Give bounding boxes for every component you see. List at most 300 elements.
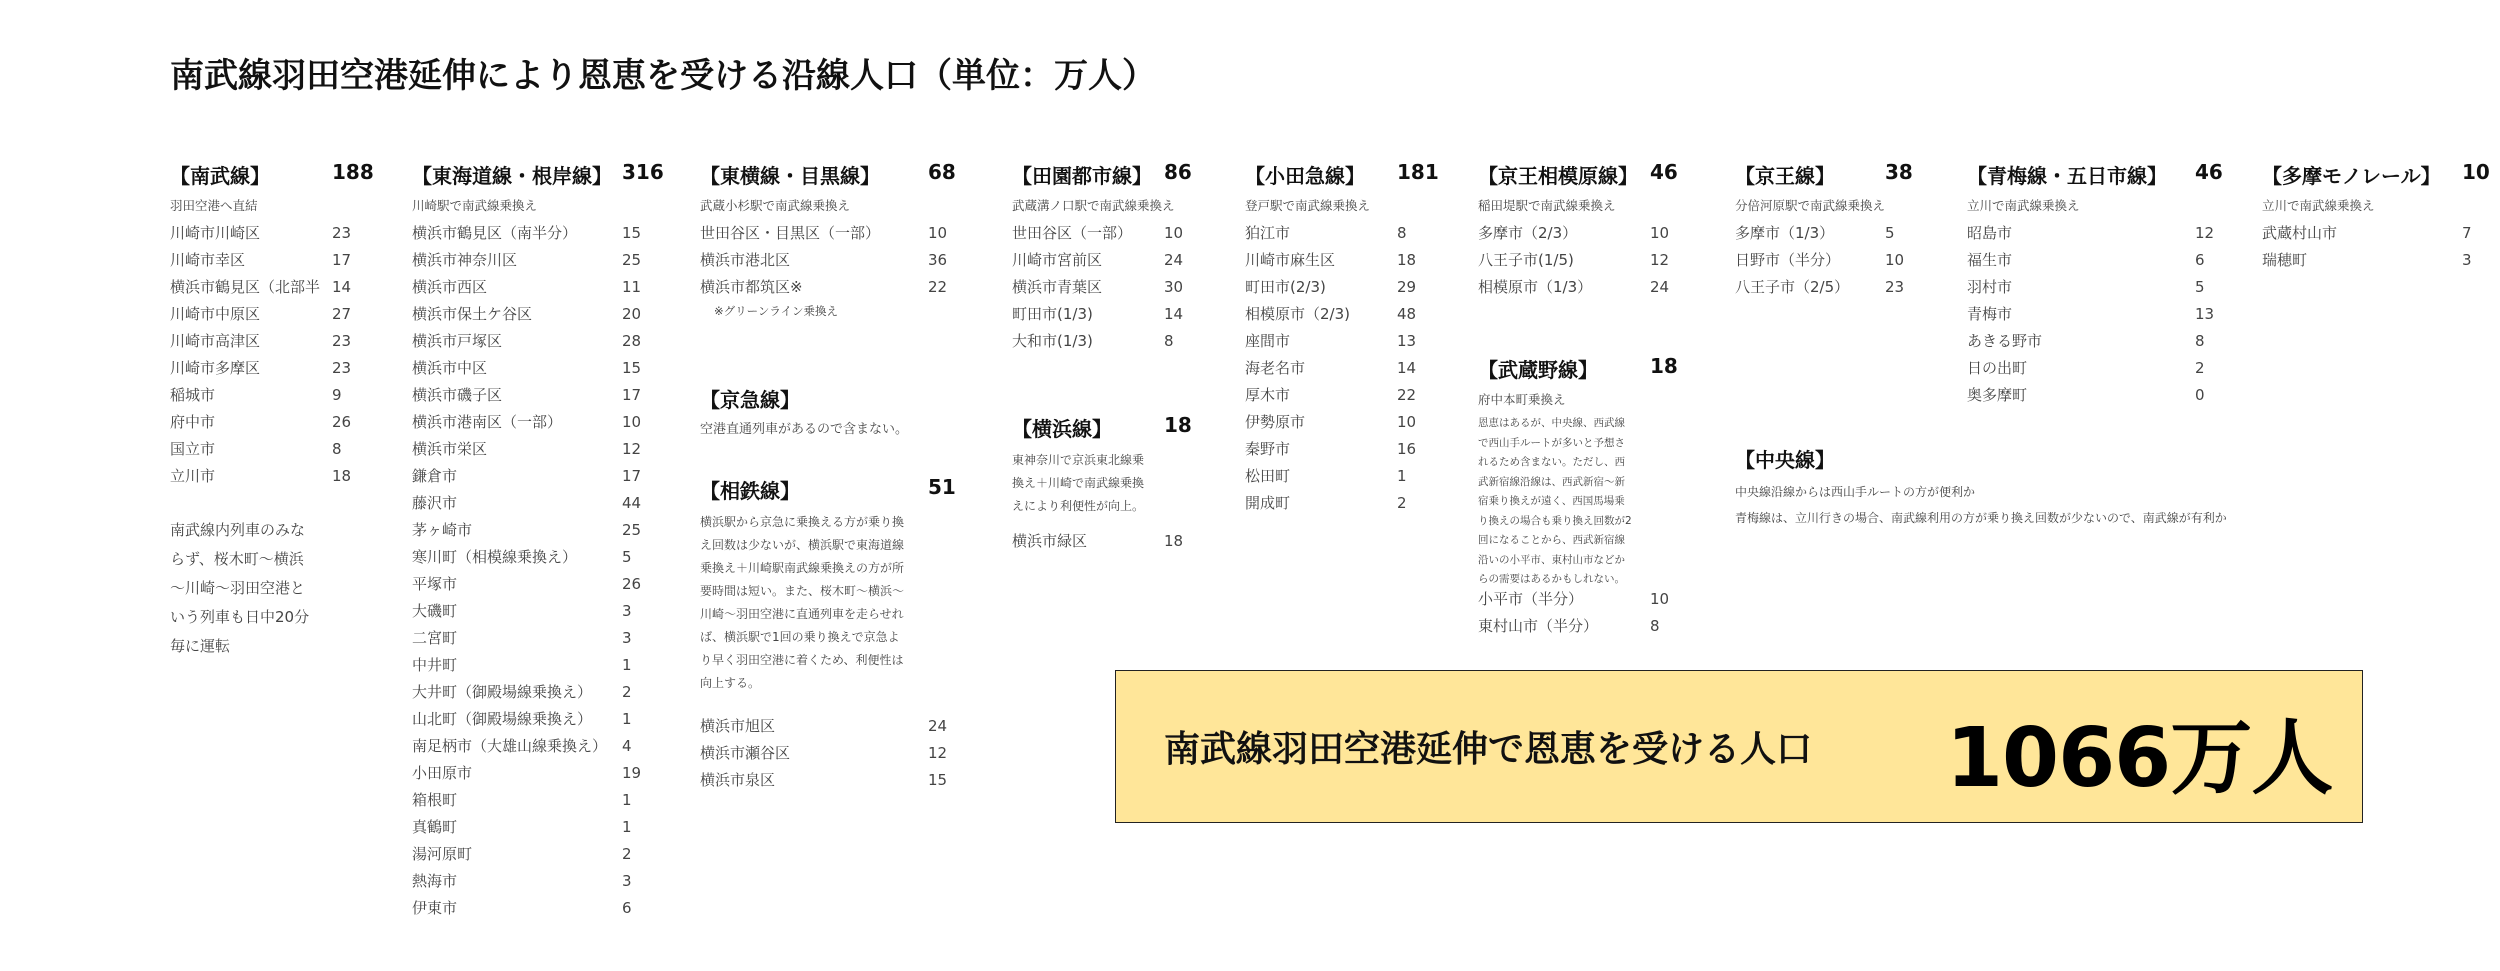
row-population-value: 17 [332, 251, 352, 269]
section-name: 【南武線】 [170, 164, 270, 188]
row-area-name: 大磯町 [412, 602, 458, 620]
row-population-value: 17 [622, 467, 642, 485]
section-subtitle: 府中本町乗換え [1478, 392, 1566, 407]
table-row [412, 463, 662, 490]
table-row [412, 382, 662, 409]
table-row [412, 895, 662, 922]
note-line: 毎に運転 [170, 637, 231, 655]
row-list [1012, 528, 1222, 555]
row-population-value: 23 [332, 332, 352, 350]
note-line: 川崎～羽田空港に直通列車を走らせれ [700, 607, 904, 621]
section-ome [1967, 160, 2223, 409]
row-population-value: 7 [2462, 224, 2472, 242]
table-row [1245, 382, 1445, 409]
row-area-name: 世田谷区（一部） [1012, 224, 1133, 242]
row-area-name: 横浜市旭区 [700, 717, 776, 735]
section-name: 【京急線】 [700, 388, 800, 412]
section-name: 【横浜線】 [1012, 417, 1112, 441]
section-subtitle: 川崎駅で南武線乗換え [412, 198, 538, 213]
table-row [412, 274, 662, 301]
note-line: らの需要はあるかもしれない。 [1478, 573, 1625, 585]
row-population-value: 10 [1650, 590, 1670, 608]
row-population-value: 44 [622, 494, 642, 512]
section-note: 中央線沿線からは西山手ルートの方が便利か [1735, 485, 1976, 499]
row-area-name: 真鶴町 [412, 818, 458, 836]
row-area-name: 町田市(2/3) [1245, 278, 1326, 296]
section-total: 51 [928, 475, 956, 499]
row-population-value: 14 [1397, 359, 1417, 377]
section-toyoko [700, 160, 960, 321]
row-area-name: 海老名市 [1245, 359, 1306, 377]
row-area-name: 山北町（御殿場線乗換え） [412, 710, 593, 728]
section-note [1478, 414, 1688, 586]
section-total: 38 [1885, 160, 1913, 184]
table-row [170, 220, 380, 247]
note-line: 横浜駅から京急に乗換える方が乗り換 [700, 515, 905, 529]
note-line: 宿乗り換えが遠く、西国馬場乗 [1478, 495, 1625, 507]
row-population-value: 18 [1164, 532, 1184, 550]
row-population-value: 19 [622, 764, 642, 782]
row-area-name: 横浜市緑区 [1012, 532, 1088, 550]
row-area-name: 府中市 [170, 413, 216, 431]
table-row [1245, 220, 1445, 247]
table-row [2262, 220, 2498, 247]
row-area-name: 福生市 [1967, 251, 2013, 269]
note-line: 向上する。 [700, 676, 761, 690]
row-population-value: 6 [2195, 251, 2205, 269]
table-row [1967, 220, 2217, 247]
table-row [1967, 328, 2217, 355]
section-keio [1735, 160, 1935, 301]
note-line: ～川崎～羽田空港と [170, 579, 306, 597]
row-population-value: 12 [928, 744, 948, 762]
row-area-name: 厚木市 [1245, 386, 1291, 404]
row-list [1245, 220, 1445, 517]
row-area-name: 横浜市中区 [412, 359, 488, 377]
row-area-name: 相模原市（1/3） [1478, 278, 1593, 296]
table-row [170, 436, 380, 463]
row-population-value: 23 [332, 359, 352, 377]
table-row [700, 220, 960, 247]
row-population-value: 1 [1397, 467, 1407, 485]
section-total: 188 [332, 160, 374, 184]
table-row [412, 517, 662, 544]
note-line: で西山手ルートが多いと予想さ [1478, 436, 1625, 449]
table-row [412, 679, 662, 706]
row-population-value: 12 [1650, 251, 1670, 269]
section-footnote: ※グリーンライン乗換え [714, 304, 839, 318]
table-row [700, 713, 960, 740]
row-population-value: 15 [928, 771, 948, 789]
section-name: 【京王相模原線】 [1478, 164, 1638, 188]
row-population-value: 8 [332, 440, 342, 458]
row-area-name: 開成町 [1245, 494, 1291, 512]
row-area-name: 多摩市（2/3） [1478, 224, 1578, 242]
row-population-value: 16 [1397, 440, 1417, 458]
row-area-name: 多摩市（1/3） [1735, 224, 1835, 242]
table-row [412, 706, 662, 733]
row-area-name: 熱海市 [412, 872, 458, 890]
table-row [1012, 220, 1222, 247]
row-area-name: 川崎市川崎区 [170, 224, 261, 242]
row-population-value: 8 [1650, 617, 1660, 635]
row-area-name: 国立市 [170, 440, 216, 458]
row-population-value: 3 [622, 872, 632, 890]
row-population-value: 9 [332, 386, 342, 404]
table-row [1012, 274, 1222, 301]
table-row [1478, 586, 1688, 613]
section-name: 【田園都市線】 [1012, 164, 1152, 188]
table-row [412, 625, 662, 652]
row-area-name: 藤沢市 [412, 494, 458, 512]
section-note [170, 516, 380, 661]
table-row [1967, 301, 2217, 328]
row-area-name: 小田原市 [412, 764, 473, 782]
row-area-name: 鎌倉市 [412, 467, 458, 485]
row-population-value: 5 [1885, 224, 1895, 242]
section-subtitle: 立川で南武線乗換え [2262, 198, 2375, 213]
table-row [1478, 613, 1688, 640]
table-row [412, 328, 662, 355]
row-population-value: 17 [622, 386, 642, 404]
section-name: 【東横線・目黒線】 [700, 164, 880, 188]
row-population-value: 22 [928, 278, 948, 296]
section-total: 18 [1650, 354, 1678, 378]
section-total: 18 [1164, 413, 1192, 437]
note-line: え回数は少ないが、横浜駅で東海道線 [700, 538, 905, 552]
table-row [412, 436, 662, 463]
table-row [1012, 528, 1222, 555]
section-musashino [1478, 354, 1688, 640]
section-chuo [1735, 444, 2435, 532]
row-area-name: 町田市(1/3) [1012, 305, 1093, 323]
row-area-name: 羽村市 [1967, 278, 2013, 296]
section-name: 【多摩モノレール】 [2262, 164, 2441, 188]
section-name: 【東海道線・根岸線】 [412, 164, 612, 188]
row-area-name: 日の出町 [1967, 359, 2028, 377]
section-name: 【青梅線・五日市線】 [1967, 164, 2167, 188]
section-keiosagamihara [1478, 160, 1688, 301]
row-area-name: 横浜市鶴見区（北部半 [170, 278, 321, 296]
table-row [412, 598, 662, 625]
row-area-name: 川崎市麻生区 [1245, 251, 1336, 269]
row-population-value: 26 [622, 575, 642, 593]
section-sotetsu [700, 475, 960, 794]
row-area-name: 八王子市(1/5) [1478, 251, 1574, 269]
table-row [170, 328, 380, 355]
section-tokaido [412, 160, 662, 922]
row-area-name: 松田町 [1245, 467, 1291, 485]
row-area-name: 大和市(1/3) [1012, 332, 1093, 350]
table-row [412, 841, 662, 868]
row-area-name: 奥多摩町 [1967, 386, 2028, 404]
section-odakyu [1245, 160, 1445, 517]
row-area-name: 横浜市磯子区 [412, 386, 503, 404]
row-area-name: 座間市 [1245, 332, 1291, 350]
table-row [412, 247, 662, 274]
table-row [700, 767, 960, 794]
table-row [700, 740, 960, 767]
table-row [412, 355, 662, 382]
row-population-value: 8 [1397, 224, 1407, 242]
row-population-value: 1 [622, 791, 632, 809]
row-population-value: 6 [622, 899, 632, 917]
row-area-name: 相模原市（2/3) [1245, 305, 1350, 323]
note-line: 南武線内列車のみな [170, 521, 306, 539]
note-line: 沿いの小平市、東村山市などか [1478, 553, 1625, 566]
section-total: 46 [1650, 160, 1678, 184]
row-population-value: 1 [622, 656, 632, 674]
row-area-name: 秦野市 [1245, 440, 1291, 458]
note-line: ば、横浜駅で1回の乗り換えで京急よ [700, 630, 900, 644]
row-population-value: 23 [1885, 278, 1905, 296]
row-population-value: 12 [2195, 224, 2215, 242]
section-keikyu [700, 384, 960, 444]
row-area-name: 南足柄市（大雄山線乗換え） [412, 737, 608, 755]
row-area-name: 世田谷区・目黒区（一部） [700, 224, 881, 242]
row-population-value: 3 [2462, 251, 2472, 269]
row-area-name: 狛江市 [1245, 224, 1291, 242]
note-line: いう列車も日中20分 [170, 608, 310, 626]
section-subtitle: 立川で南武線乗換え [1967, 198, 2080, 213]
note-line: えにより利便性が向上。 [1012, 499, 1145, 513]
row-population-value: 48 [1397, 305, 1417, 323]
section-subtitle: 武蔵溝ノ口駅で南武線乗換え [1012, 198, 1175, 213]
table-row [1012, 328, 1222, 355]
table-row [1735, 247, 1935, 274]
note-line: 武新宿線沿線は、西武新宿～新 [1478, 475, 1625, 488]
table-row [1478, 274, 1688, 301]
row-area-name: 川崎市中原区 [170, 305, 261, 323]
table-row [1967, 355, 2217, 382]
row-area-name: 横浜市保土ケ谷区 [412, 305, 533, 323]
table-row [412, 571, 662, 598]
section-name: 【武蔵野線】 [1478, 358, 1598, 382]
note-line: 要時間は短い。また、桜木町～横浜～ [700, 584, 905, 598]
table-row [1012, 301, 1222, 328]
table-row [1245, 328, 1445, 355]
table-row [170, 463, 380, 490]
table-row [1245, 409, 1445, 436]
table-row [412, 490, 662, 517]
table-row [1967, 382, 2217, 409]
row-population-value: 24 [1164, 251, 1184, 269]
table-row [412, 814, 662, 841]
row-population-value: 15 [622, 224, 642, 242]
row-population-value: 28 [622, 332, 642, 350]
row-area-name: 横浜市鶴見区（南半分） [412, 224, 578, 242]
row-area-name: 横浜市泉区 [700, 771, 776, 789]
row-population-value: 1 [622, 818, 632, 836]
table-row [412, 301, 662, 328]
row-population-value: 18 [332, 467, 352, 485]
note-line: 乗換え＋川崎駅南武線乗換えの方が所 [700, 561, 905, 575]
section-total: 10 [2462, 160, 2490, 184]
table-row [412, 760, 662, 787]
table-row [700, 247, 960, 274]
row-list [412, 220, 662, 922]
row-population-value: 15 [622, 359, 642, 377]
section-name: 【中央線】 [1735, 448, 1835, 472]
section-nanbu [170, 160, 380, 661]
section-subtitle: 登戸駅で南武線乗換え [1245, 198, 1371, 213]
row-list [1478, 220, 1688, 301]
section-subtitle: 分倍河原駅で南武線乗換え [1735, 198, 1886, 213]
row-list [700, 220, 960, 301]
section-total: 46 [2195, 160, 2223, 184]
summary-label: 南武線羽田空港延伸で恩恵を受ける人口 [1164, 729, 1813, 770]
section-name: 【京王線】 [1735, 164, 1835, 188]
row-population-value: 2 [1397, 494, 1407, 512]
row-area-name: 昭島市 [1967, 224, 2013, 242]
row-area-name: 川崎市幸区 [170, 251, 246, 269]
row-area-name: 八王子市（2/5） [1735, 278, 1850, 296]
row-population-value: 5 [2195, 278, 2205, 296]
row-list [1012, 220, 1222, 355]
section-subtitle: 武蔵小杉駅で南武線乗換え [700, 198, 851, 213]
row-population-value: 3 [622, 602, 632, 620]
row-population-value: 36 [928, 251, 948, 269]
row-population-value: 3 [622, 629, 632, 647]
row-population-value: 12 [622, 440, 642, 458]
table-row [1478, 220, 1688, 247]
note-line: 回になることから、西武新宿線 [1478, 534, 1625, 546]
row-population-value: 13 [2195, 305, 2215, 323]
table-row [170, 409, 380, 436]
table-row [170, 382, 380, 409]
row-area-name: 横浜市瀬谷区 [700, 744, 791, 762]
table-row [1478, 247, 1688, 274]
note-line: 換え＋川崎で南武線乗換 [1012, 476, 1145, 490]
row-population-value: 13 [1397, 332, 1417, 350]
note-line: らず、桜木町～横浜 [170, 550, 304, 568]
row-population-value: 11 [622, 278, 642, 296]
row-list [1735, 220, 1935, 301]
table-row [1245, 274, 1445, 301]
row-area-name: 横浜市青葉区 [1012, 278, 1103, 296]
note-line: 東神奈川で京浜東北線乗 [1012, 453, 1145, 467]
row-area-name: 青梅市 [1967, 305, 2013, 323]
table-row [412, 787, 662, 814]
row-list [700, 713, 960, 794]
row-area-name: 箱根町 [412, 791, 458, 809]
row-population-value: 25 [622, 251, 642, 269]
row-population-value: 8 [1164, 332, 1174, 350]
row-population-value: 2 [622, 845, 632, 863]
table-row [1245, 490, 1445, 517]
table-row [412, 733, 662, 760]
section-subtitle: 空港直通列車があるので含まない。 [700, 422, 909, 437]
table-row [700, 274, 960, 301]
row-area-name: 横浜市港北区 [700, 251, 791, 269]
table-row [412, 868, 662, 895]
note-line: り換えの場合も乗り換え回数が2 [1478, 514, 1632, 527]
row-area-name: 東村山市（半分） [1478, 617, 1599, 635]
row-area-name: 平塚市 [412, 575, 458, 593]
row-population-value: 14 [1164, 305, 1184, 323]
row-population-value: 8 [2195, 332, 2205, 350]
row-area-name: あきる野市 [1967, 332, 2043, 350]
table-row [1245, 301, 1445, 328]
table-row [412, 220, 662, 247]
row-population-value: 30 [1164, 278, 1184, 296]
row-area-name: 中井町 [412, 656, 458, 674]
row-area-name: 稲城市 [170, 386, 216, 404]
table-row [1012, 247, 1222, 274]
row-area-name: 伊東市 [412, 899, 458, 917]
note-line: 恩恵はあるが、中央線、西武線 [1478, 417, 1625, 429]
table-row [2262, 247, 2498, 274]
table-row [1735, 220, 1935, 247]
row-list [170, 220, 380, 490]
row-area-name: 横浜市栄区 [412, 440, 488, 458]
row-population-value: 4 [622, 737, 632, 755]
row-area-name: 川崎市高津区 [170, 332, 261, 350]
row-area-name: 横浜市西区 [412, 278, 488, 296]
table-row [170, 301, 380, 328]
row-population-value: 25 [622, 521, 642, 539]
table-row [1245, 355, 1445, 382]
table-row [412, 544, 662, 571]
table-row [412, 409, 662, 436]
row-area-name: 湯河原町 [412, 845, 473, 863]
summary-box [1115, 670, 2363, 823]
row-population-value: 26 [332, 413, 352, 431]
row-area-name: 武蔵村山市 [2262, 224, 2338, 242]
row-area-name: 伊勢原市 [1245, 413, 1306, 431]
row-area-name: 横浜市神奈川区 [412, 251, 518, 269]
section-total: 86 [1164, 160, 1192, 184]
note-line: れるため含まない。ただし、西 [1478, 456, 1625, 468]
row-area-name: 日野市（半分） [1735, 251, 1841, 269]
row-population-value: 10 [622, 413, 642, 431]
row-population-value: 24 [1650, 278, 1670, 296]
section-total: 181 [1397, 160, 1439, 184]
row-area-name: 大井町（御殿場線乗換え） [412, 683, 593, 701]
row-area-name: 茅ヶ崎市 [412, 521, 473, 539]
row-area-name: 瑞穂町 [2262, 251, 2308, 269]
table-row [170, 247, 380, 274]
row-area-name: 立川市 [170, 467, 216, 485]
section-denentoshi [1012, 160, 1222, 355]
row-list [1967, 220, 2217, 409]
row-population-value: 18 [1397, 251, 1417, 269]
row-population-value: 10 [928, 224, 948, 242]
section-tamamonorail [2262, 160, 2498, 274]
row-population-value: 5 [622, 548, 632, 566]
section-total: 316 [622, 160, 664, 184]
row-population-value: 24 [928, 717, 948, 735]
section-note [700, 511, 960, 695]
section-name: 【小田急線】 [1245, 164, 1365, 188]
section-name: 【相鉄線】 [700, 479, 800, 503]
row-population-value: 20 [622, 305, 642, 323]
row-area-name: 横浜市戸塚区 [412, 332, 503, 350]
row-area-name: 二宮町 [412, 629, 458, 647]
row-list [2262, 220, 2498, 274]
note-line: り早く羽田空港に着くため、利便性は [700, 653, 904, 667]
row-area-name: 寒川町（相模線乗換え） [412, 548, 578, 566]
row-population-value: 0 [2195, 386, 2205, 404]
section-note [1012, 449, 1222, 518]
table-row [412, 652, 662, 679]
table-row [170, 274, 380, 301]
table-row [1967, 247, 2217, 274]
section-subtitle: 羽田空港へ直結 [170, 198, 258, 213]
page-title: 南武線羽田空港延伸により恩恵を受ける沿線人口（単位：万人） [170, 56, 1156, 96]
row-population-value: 1 [622, 710, 632, 728]
table-row [1245, 463, 1445, 490]
